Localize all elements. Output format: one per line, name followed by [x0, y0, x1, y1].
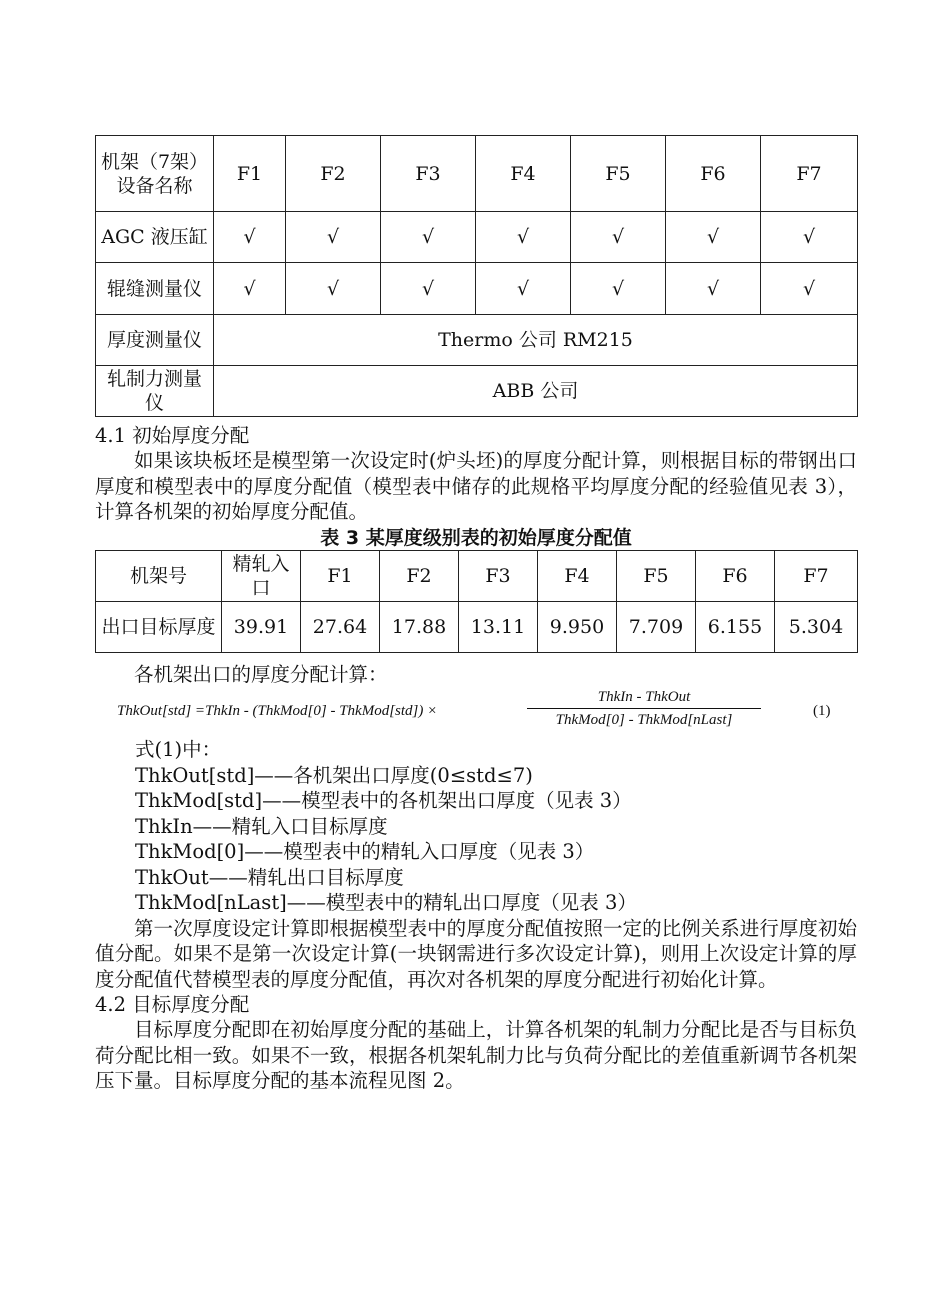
check-cell: √ — [381, 212, 476, 263]
equipment-table — [95, 135, 858, 417]
definition-line: 式(1)中： — [135, 738, 222, 761]
row-label: 厚度测量仪 — [96, 315, 214, 366]
check-cell: √ — [286, 263, 381, 315]
equation-1 — [95, 687, 857, 737]
header-cell: 精轧入口 — [222, 550, 301, 601]
check-cell: √ — [214, 263, 286, 315]
equation-lhs: ThkOut[std] =ThkIn - (ThkMod[0] - ThkMod[std]) × — [117, 703, 438, 719]
table-caption: 表 3 某厚度级别表的初始厚度分配值 — [320, 526, 632, 549]
header-cell: F7 — [775, 550, 858, 601]
value-cell: 27.64 — [301, 601, 380, 652]
equation-denominator: ThkMod[0] - ThkMod[nLast] — [555, 712, 733, 728]
table-row — [96, 366, 858, 417]
definition-line: ThkIn——精轧入口目标厚度 — [135, 814, 388, 838]
equation-number: (1) — [813, 703, 831, 719]
section-heading-4-1: 4.1 初始厚度分配 — [95, 424, 250, 447]
value-cell: 13.11 — [459, 601, 538, 652]
merged-cell: ABB 公司 — [214, 366, 858, 417]
table-row — [96, 315, 858, 366]
header-cell: F3 — [459, 550, 538, 601]
table-header-row — [96, 136, 858, 212]
stand-header: F2 — [286, 136, 381, 212]
check-cell: √ — [761, 263, 858, 315]
stand-header: F4 — [476, 136, 571, 212]
definition-line: ThkMod[0]——模型表中的精轧入口厚度（见表 3） — [135, 840, 595, 863]
value-cell: 7.709 — [617, 601, 696, 652]
table-row — [96, 601, 858, 652]
definition-line: ThkOut[std]——各机架出口厚度(0≤std≤7) — [135, 763, 533, 787]
fraction-bar — [527, 708, 761, 709]
table-row — [96, 212, 858, 263]
definitions-list — [95, 737, 857, 916]
paragraph: 如果该块板坯是模型第一次设定时(炉头坯)的厚度分配计算，则根据目标的带钢出口厚度和模型表中的厚度分配值（模型表中储存的此规格平均厚度分配的经验值见表 3），计算各机架的初始厚度分配值。 — [95, 449, 857, 523]
header-cell: F5 — [617, 550, 696, 601]
row-label: 辊缝测量仪 — [96, 263, 214, 315]
merged-cell: Thermo 公司 RM215 — [214, 315, 858, 366]
stand-header: F6 — [666, 136, 761, 212]
paragraph: 第一次厚度设定计算即根据模型表中的厚度分配值按照一定的比例关系进行厚度初始值分配。如果不是第一次设定计算(一块钢需进行多次设定计算)，则用上次设定计算的厚度分配值代替模型表的厚度分配值，再次对各机架的厚度分配进行初始化计算。 — [95, 916, 857, 991]
stand-header: F7 — [761, 136, 858, 212]
check-cell: √ — [571, 212, 666, 263]
document-page — [95, 135, 857, 1094]
row-label: 轧制力测量仪 — [96, 366, 214, 417]
check-cell: √ — [666, 263, 761, 315]
row-label: AGC 液压缸 — [96, 212, 214, 263]
check-cell: √ — [381, 263, 476, 315]
header-cell: 机架号 — [96, 550, 222, 601]
check-cell: √ — [761, 212, 858, 263]
stand-header: F5 — [571, 136, 666, 212]
check-cell: √ — [476, 212, 571, 263]
stand-header: F1 — [214, 136, 286, 212]
check-cell: √ — [286, 212, 381, 263]
header-cell: F1 — [301, 550, 380, 601]
value-cell: 39.91 — [222, 601, 301, 652]
header-cell: F4 — [538, 550, 617, 601]
row-label: 出口目标厚度 — [96, 601, 222, 652]
header-cell: 机架（7架）设备名称 — [96, 136, 214, 212]
stand-header: F3 — [381, 136, 476, 212]
definition-line: ThkOut——精轧出口目标厚度 — [135, 865, 404, 889]
equation-fraction — [527, 687, 761, 730]
thickness-table — [95, 550, 858, 653]
check-cell: √ — [571, 263, 666, 315]
check-cell: √ — [666, 212, 761, 263]
calc-intro: 各机架出口的厚度分配计算： — [134, 662, 388, 686]
section-heading-4-2: 4.2 目标厚度分配 — [95, 993, 250, 1016]
paragraph: 目标厚度分配即在初始厚度分配的基础上，计算各机架的轧制力分配比是否与目标负荷分配比相一致。如果不一致，根据各机架轧制力比与负荷分配比的差值重新调节各机架压下量。目标厚度分配的基本流程见图 2。 — [95, 1018, 857, 1092]
value-cell: 5.304 — [775, 601, 858, 652]
value-cell: 6.155 — [696, 601, 775, 652]
check-cell: √ — [214, 212, 286, 263]
definition-line: ThkMod[nLast]——模型表中的精轧出口厚度（见表 3） — [135, 891, 637, 914]
table-row — [96, 263, 858, 315]
check-cell: √ — [476, 263, 571, 315]
value-cell: 9.950 — [538, 601, 617, 652]
header-cell: F6 — [696, 550, 775, 601]
header-cell: F2 — [380, 550, 459, 601]
equation-numerator: ThkIn - ThkOut — [597, 689, 691, 705]
value-cell: 17.88 — [380, 601, 459, 652]
definition-line: ThkMod[std]——模型表中的各机架出口厚度（见表 3） — [135, 789, 632, 812]
table-header-row — [96, 550, 858, 601]
